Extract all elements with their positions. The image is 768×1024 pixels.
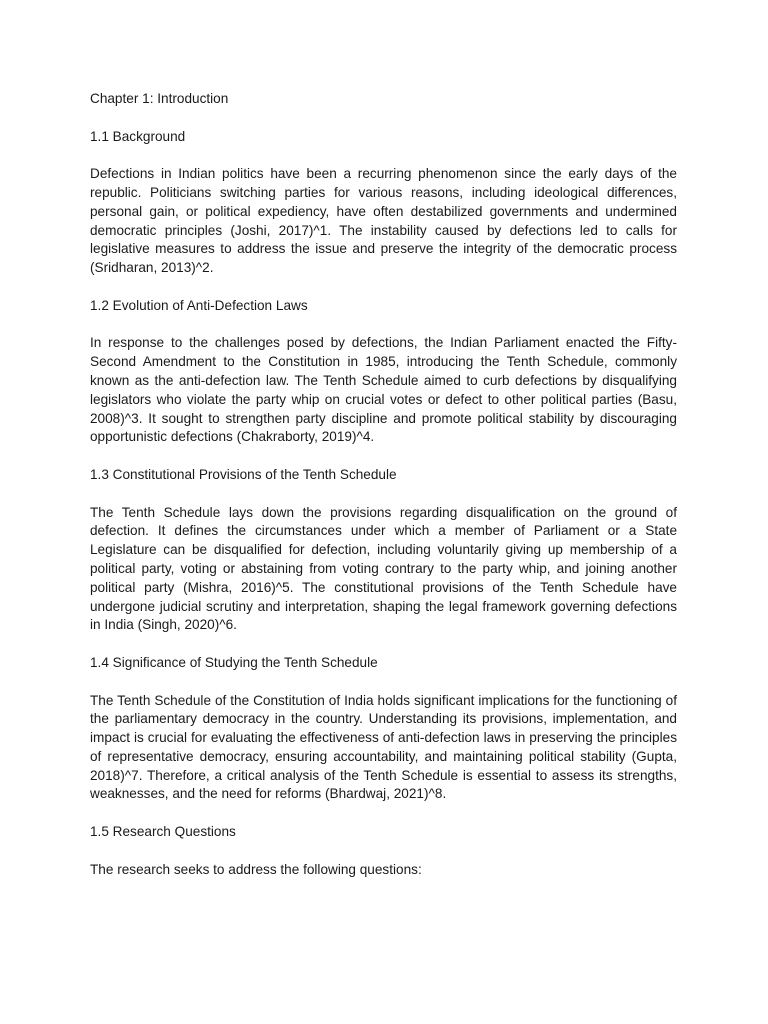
section-body-background: Defections in Indian politics have been a recurring phenomenon since the early days of the republic. Politicians switching parties for various reasons, including ideological differences, personal gain, or political expediency, have often destabilized governments and undermined democratic principles (Joshi, 2017)^1. The instability caused by defections led to calls for legislative measures to address the issue and preserve the integrity of the democratic process (Sridharan, 2013)^2. — [90, 166, 677, 276]
document-page — [90, 90, 677, 898]
section-body-significance: The Tenth Schedule of the Constitution of India holds significant implications for the functioning of the parliamentary democracy in the country. Understanding its provisions, implementation, and impact is crucial for evaluating the effectiveness of anti-defection laws in preserving the principles of representative democracy, ensuring accountability, and maintaining political stability (Gupta, 2018)^7. Therefore, a critical analysis of the Tenth Schedule is essential to assess its strengths, weaknesses, and the need for reforms (Bhardwaj, 2021)^8. — [90, 692, 677, 802]
section-heading-background: 1.1 Background — [90, 128, 186, 144]
chapter-title: Chapter 1: Introduction — [90, 91, 229, 106]
section-body-provisions: The Tenth Schedule lays down the provisions regarding disqualification on the ground of defection. It defines the circumstances under which a member of Parliament or a State Legislature can be disqualified for defection, including voluntarily giving up membership of a political party, voting or abstaining from voting contrary to the party whip, and joining another political party (Mishra, 2016)^5. The constitutional provisions of the Tenth Schedule have undergone judicial scrutiny and interpretation, shaping the legal framework governing defections in India (Singh, 2020)^6. — [90, 504, 677, 633]
section-body-evolution: In response to the challenges posed by defections, the Indian Parliament enacted the Fifty-Second Amendment to the Constitution in 1985, introducing the Tenth Schedule, commonly known as the anti-defection law. The Tenth Schedule aimed to curb defections by disqualifying legislators who violate the party whip on crucial votes or defect to other political parties (Basu, 2008)^3. It sought to strengthen party discipline and promote political stability by discouraging opportunistic defections (Chakraborty, 2019)^4. — [90, 335, 677, 445]
section-heading-research-questions: 1.5 Research Questions — [90, 824, 236, 840]
section-heading-significance: 1.4 Significance of Studying the Tenth Schedule — [90, 654, 378, 670]
section-body-research-questions: The research seeks to address the following questions: — [90, 861, 422, 877]
section-heading-evolution: 1.2 Evolution of Anti-Defection Laws — [90, 297, 308, 313]
section-heading-provisions: 1.3 Constitutional Provisions of the Tenth Schedule — [90, 466, 397, 482]
